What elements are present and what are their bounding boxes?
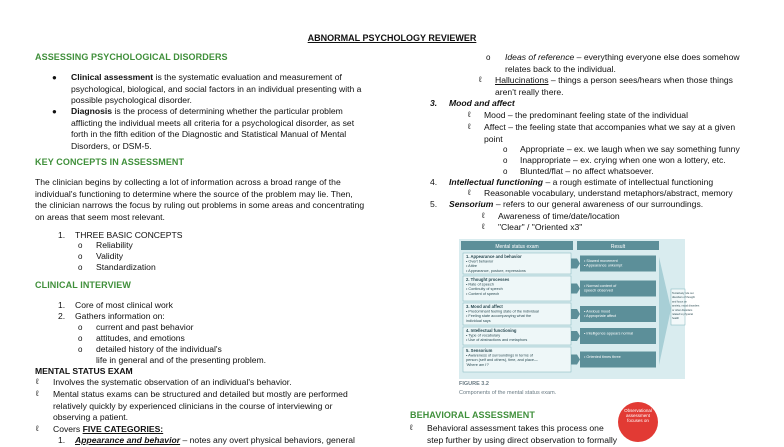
heading-key-concepts: KEY CONCEPTS IN ASSESSMENT <box>35 157 185 167</box>
exam-row-text: 1. Appearance and behavior <box>466 254 522 259</box>
figure-caption: FIGURE 3.2 <box>459 381 489 387</box>
circle-bullet-icon: o <box>78 323 83 332</box>
affect-subitem: Appropriate – ex. we laugh when we say something funny <box>520 144 740 154</box>
bullet-icon: ● <box>52 73 57 82</box>
exam-row-text: person (self and others), time, and place— <box>466 358 538 363</box>
exam-row-text: • Overt behavior <box>466 259 494 264</box>
mood-item: Mood – the predominant feeling state of the individual <box>484 110 688 120</box>
heading-behavioral-assessment: BEHAVIORAL ASSESSMENT <box>410 410 535 420</box>
interview-subitem: attitudes, and emotions <box>96 333 185 343</box>
exam-row-text: • Feeling state accompanying what the <box>466 314 532 319</box>
result-text: • Appearance unkempt <box>584 263 623 268</box>
outcome-line: Tentatively rule out <box>672 292 694 295</box>
list-number: 5. <box>430 199 438 209</box>
category-1-line: Appearance and behavior – notes any overt physical behaviors, general <box>75 435 355 445</box>
affect-subitem: Blunted/flat – no affect whatsoever. <box>520 166 654 176</box>
hook-bullet-icon: ℓ <box>479 75 482 84</box>
stamp-text: Observational assessment focuses on <box>624 408 652 423</box>
outcome-line: related to physical <box>672 313 693 316</box>
list-number: 3. <box>430 98 438 108</box>
hook-bullet-icon: ℓ <box>36 389 39 398</box>
header-right-text: Result <box>610 244 626 250</box>
list-number: 1. <box>58 230 66 240</box>
heading-clinical-interview: CLINICAL INTERVIEW <box>35 280 131 290</box>
result-text: • Normal content of <box>584 284 617 288</box>
interview-item: Gathers information on: <box>75 311 165 321</box>
circle-bullet-icon: o <box>78 252 83 261</box>
result-text: • Oriented times three <box>584 355 621 359</box>
hook-bullet-icon: ℓ <box>468 122 471 131</box>
ideas-of-reference: Ideas of reference – everything everyone else does somehow relates back to the individual. <box>505 52 740 74</box>
figure-rows <box>463 253 656 372</box>
interview-subitem: life in general and of the presenting problem. <box>96 355 267 365</box>
five-categories-label: FIVE CATEGORIES: <box>82 424 164 434</box>
diagnosis-term: Diagnosis <box>71 106 113 116</box>
concept-item: Standardization <box>96 262 156 272</box>
sensorium-subitem: "Clear" / "Oriented x3" <box>498 222 583 232</box>
diagnosis-paragraph: Diagnosis is the process of determining whether the particular problem afflicting the individual meets all criteria for a psychological disorder, as set forth in the fifth edition of the Diagnostic and Statistical Manual of Mental Disorders, or DSM-5. <box>71 106 355 151</box>
document-title: ABNORMAL PSYCHOLOGY REVIEWER <box>307 33 477 43</box>
outcome-line: or other disorders <box>672 308 693 312</box>
mental-status-diagram <box>459 239 700 383</box>
hook-bullet-icon: ℓ <box>468 188 471 197</box>
exam-row-text: • Type of vocabulary <box>466 333 501 338</box>
exam-row-text: 3. Mood and affect <box>466 304 503 309</box>
exam-row-text: • Rate of speech <box>466 282 494 287</box>
outcome-line: health <box>672 317 680 321</box>
interview-item: Core of most clinical work <box>75 300 173 310</box>
circle-bullet-icon: o <box>486 53 491 62</box>
intellectual-functioning: Intellectual functioning – a rough estimate of intellectual functioning <box>449 177 714 187</box>
result-text: speech observed <box>584 288 613 293</box>
heading-mental-status-exam: MENTAL STATUS EXAM <box>35 366 133 376</box>
outcome-line: anxiety, mood disorders <box>672 304 700 308</box>
exam-row-text: • Continuity of speech <box>466 287 503 292</box>
mental-status-exam-figure <box>459 239 700 387</box>
header-left-text: Mental status exam <box>495 244 539 250</box>
circle-bullet-icon: o <box>503 145 508 154</box>
three-basic-concepts-title: THREE BASIC CONCEPTS <box>75 230 183 240</box>
result-text: • Anxious mood <box>584 309 611 314</box>
circle-bullet-icon: o <box>503 167 508 176</box>
interview-subitem: detailed history of the individual's <box>96 344 222 354</box>
outcome-text <box>672 291 700 320</box>
red-note-stamp <box>618 402 658 442</box>
affect-subitem: Inappropriate – ex. crying when one won a lottery, etc. <box>520 155 726 165</box>
list-number: 1. <box>58 435 66 445</box>
bullet-icon: ● <box>52 107 57 116</box>
intellectual-subitem: Reasonable vocabulary, understand metaphors/abstract, memory <box>484 188 733 198</box>
list-number: 2. <box>58 311 66 321</box>
exam-row-text: • Predominant feeling state of the individual <box>466 309 539 314</box>
exam-row-text: • Appearance, posture, expressions <box>466 268 526 273</box>
concept-item: Validity <box>96 251 124 261</box>
circle-bullet-icon: o <box>78 345 83 354</box>
exam-row-text: • Awareness of surroundings in terms of <box>466 353 533 358</box>
exam-row-text: 4. Intellectual functioning <box>466 328 517 333</box>
mse-item: Involves the systematic observation of an individual's behavior. <box>53 377 292 387</box>
concept-item: Reliability <box>96 240 133 250</box>
list-number: 4. <box>430 177 438 187</box>
list-number: 1. <box>58 300 66 310</box>
hook-bullet-icon: ℓ <box>36 424 39 433</box>
outcome-line: disorders of thought <box>672 296 695 300</box>
circle-bullet-icon: o <box>503 156 508 165</box>
hook-bullet-icon: ℓ <box>482 222 485 231</box>
hook-bullet-icon: ℓ <box>36 377 39 386</box>
clinical-assessment-term: Clinical assessment <box>71 72 154 82</box>
clinical-assessment-paragraph: Clinical assessment is the systematic evaluation and measurement of psychological, biological, and social factors in an individual presenting with a possible psychological disorder. <box>71 72 362 105</box>
affect-item: Affect – the feeling state that accompanies what we say at a given point <box>484 122 736 144</box>
behavioral-assessment-text: Behavioral assessment takes this process one step further by using direct observation to formally <box>427 423 618 445</box>
hook-bullet-icon: ℓ <box>410 423 413 432</box>
hallucinations: Hallucinations – things a person sees/hears when those things aren't really there. <box>495 75 733 97</box>
result-text: • Slowed movement <box>584 259 618 263</box>
circle-bullet-icon: o <box>78 241 83 250</box>
mse-item: Mental status exams can be structured and detailed but mostly are performed relatively quickly by experienced clinicians in the course of interviewing or observing a patient. <box>53 389 348 422</box>
mood-affect-title: Mood and affect <box>449 98 515 108</box>
outcome-line: and focus on <box>672 300 687 304</box>
exam-row-text: • Content of speech <box>466 291 500 296</box>
result-box <box>580 352 656 368</box>
hook-bullet-icon: ℓ <box>468 110 471 119</box>
key-concepts-paragraph: The clinician begins by collecting a lot of information across a broad range of the individual's functioning to determine where the source of the problem may lie. Then, the clinician narrows the focus by ruling out problems in some areas and concentrating on areas that seem most relevant. <box>35 177 365 222</box>
covers-line: Covers FIVE CATEGORIES: <box>53 424 164 434</box>
exam-row-text: • Attire <box>466 264 478 269</box>
result-box <box>580 328 656 344</box>
exam-row-text: 2. Thought processes <box>466 277 510 282</box>
exam-row-text: 'Where am I?' <box>466 362 490 367</box>
result-text: • Intelligence appears normal <box>584 331 634 336</box>
heading-assessing: ASSESSING PSYCHOLOGICAL DISORDERS <box>35 52 228 62</box>
hook-bullet-icon: ℓ <box>482 211 485 220</box>
sensorium: Sensorium – refers to our general awareness of our surroundings. <box>449 199 704 209</box>
figure-caption-text: Components of the mental status exam. <box>459 390 557 396</box>
sensorium-subitem: Awareness of time/date/location <box>498 211 620 221</box>
interview-subitem: current and past behavior <box>96 322 194 332</box>
exam-row-text: individual says <box>466 318 491 323</box>
exam-row-text: • Use of abstractions and metaphors <box>466 338 528 343</box>
circle-bullet-icon: o <box>78 263 83 272</box>
result-text: • Appropriate affect <box>584 314 617 319</box>
exam-row-text: 5. Sensorium <box>466 348 493 353</box>
circle-bullet-icon: o <box>78 334 83 343</box>
